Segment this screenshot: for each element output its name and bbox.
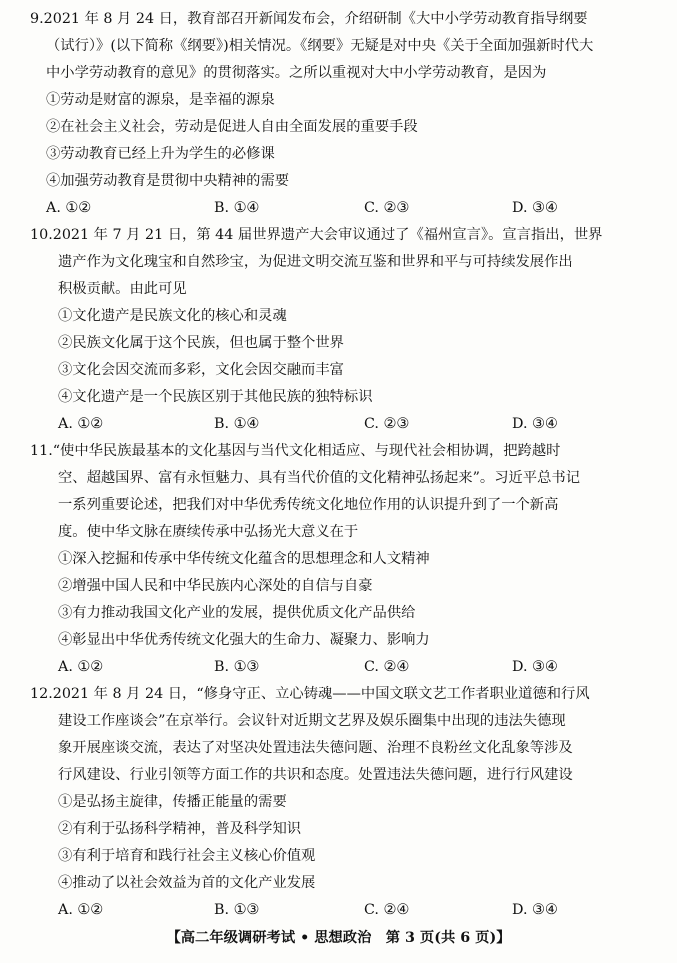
statement-item: ③劳动教育已经上升为学生的必修课	[46, 146, 275, 162]
question-12	[30, 681, 660, 924]
question-stem-line: 10.2021 年 7 月 21 日，第 44 届世界遗产大会审议通过了《福州宣言》。宣言指出，世界	[30, 227, 603, 243]
option-d: D. ③④	[512, 416, 558, 432]
statement-item: ②民族文化属于这个民族，但也属于整个世界	[58, 335, 344, 351]
option-a: A. ①②	[58, 416, 104, 432]
question-9	[30, 6, 660, 222]
question-stem-line: 积极贡献。由此可见	[58, 281, 187, 297]
statement-item: ③文化会因交流而多彩，文化会因交融而丰富	[58, 362, 344, 378]
question-stem-line: 遗产作为文化瑰宝和自然珍宝，为促进文明交流互鉴和世界和平与可持续发展作出	[58, 254, 573, 270]
question-stem-line: 建设工作座谈会”在京举行。会议针对近期文艺界及娱乐圈集中出现的违法失德现	[58, 713, 566, 729]
option-b: B. ①③	[214, 659, 260, 675]
option-c: C. ②④	[364, 902, 410, 918]
statement-item: ④加强劳动教育是贯彻中央精神的需要	[46, 173, 290, 189]
answer-options	[30, 897, 660, 924]
question-stem-line: 9.2021 年 8 月 24 日，教育部召开新闻发布会，介绍研制《大中小学劳动教育指导纲要	[30, 11, 588, 27]
question-stem-line: 空、超越国界、富有永恒魅力、具有当代价值的文化精神弘扬起来”。习近平总书记	[58, 470, 580, 486]
page-footer: 【高二年级调研考试 • 思想政治 第 3 页(共 6 页)】	[166, 930, 511, 946]
statement-item: ①是弘扬主旋律，传播正能量的需要	[58, 794, 287, 810]
statement-item: ④彰显出中华优秀传统文化强大的生命力、凝聚力、影响力	[58, 632, 430, 648]
option-b: B. ①④	[214, 200, 260, 216]
question-stem-line: 象开展座谈交流，表达了对坚决处置违法失德问题、治理不良粉丝文化乱象等涉及	[58, 740, 573, 756]
option-d: D. ③④	[512, 200, 558, 216]
question-stem-line: 11.“使中华民族最基本的文化基因与当代文化相适应、与现代社会相协调，把跨越时	[30, 443, 561, 459]
statement-item: ①劳动是财富的源泉，是幸福的源泉	[46, 92, 275, 108]
statement-item: ③有利于培育和践行社会主义核心价值观	[58, 848, 316, 864]
option-d: D. ③④	[512, 659, 558, 675]
answer-options	[30, 411, 660, 438]
option-a: A. ①②	[58, 659, 104, 675]
option-c: C. ②④	[364, 659, 410, 675]
question-stem-line: 12.2021 年 8 月 24 日，“修身守正、立心铸魂——中国文联文艺工作者职业道德和行风	[30, 686, 590, 702]
statement-item: ①深入挖掘和传承中华传统文化蕴含的思想理念和人文精神	[58, 551, 430, 567]
statement-item: ③有力推动我国文化产业的发展，提供优质文化产品供给	[58, 605, 416, 621]
question-stem-line: 中小学劳动教育的意见》的贯彻落实。之所以重视对大中小学劳动教育，是因为	[46, 65, 547, 81]
option-d: D. ③④	[512, 902, 558, 918]
option-b: B. ①③	[214, 902, 260, 918]
question-stem-line: （试行）》(以下简称《纲要》)相关情况。《纲要》无疑是对中央《关于全面加强新时代大	[46, 38, 594, 54]
statement-item: ②在社会主义社会，劳动是促进人自由全面发展的重要手段	[46, 119, 418, 135]
answer-options	[30, 654, 660, 681]
statement-item: ②有利于弘扬科学精神，普及科学知识	[58, 821, 302, 837]
option-c: C. ②③	[364, 416, 410, 432]
option-a: A. ①②	[58, 902, 104, 918]
statement-item: ④推动了以社会效益为首的文化产业发展	[58, 875, 316, 891]
option-b: B. ①④	[214, 416, 260, 432]
question-stem-line: 行风建设、行业引领等方面工作的共识和态度。处置违法失德问题，进行行风建设	[58, 767, 573, 783]
question-stem-line: 度。使中华文脉在赓续传承中弘扬光大意义在于	[58, 524, 359, 540]
statement-item: ②增强中国人民和中华民族内心深处的自信与自豪	[58, 578, 373, 594]
question-11	[30, 438, 660, 681]
question-10	[30, 222, 660, 438]
option-a: A. ①②	[46, 200, 92, 216]
statement-item: ①文化遗产是民族文化的核心和灵魂	[58, 308, 287, 324]
question-stem-line: 一系列重要论述，把我们对中华优秀传统文化地位作用的认识提升到了一个新高	[58, 497, 559, 513]
statement-item: ④文化遗产是一个民族区别于其他民族的独特标识	[58, 389, 373, 405]
answer-options	[30, 195, 660, 222]
option-c: C. ②③	[364, 200, 410, 216]
